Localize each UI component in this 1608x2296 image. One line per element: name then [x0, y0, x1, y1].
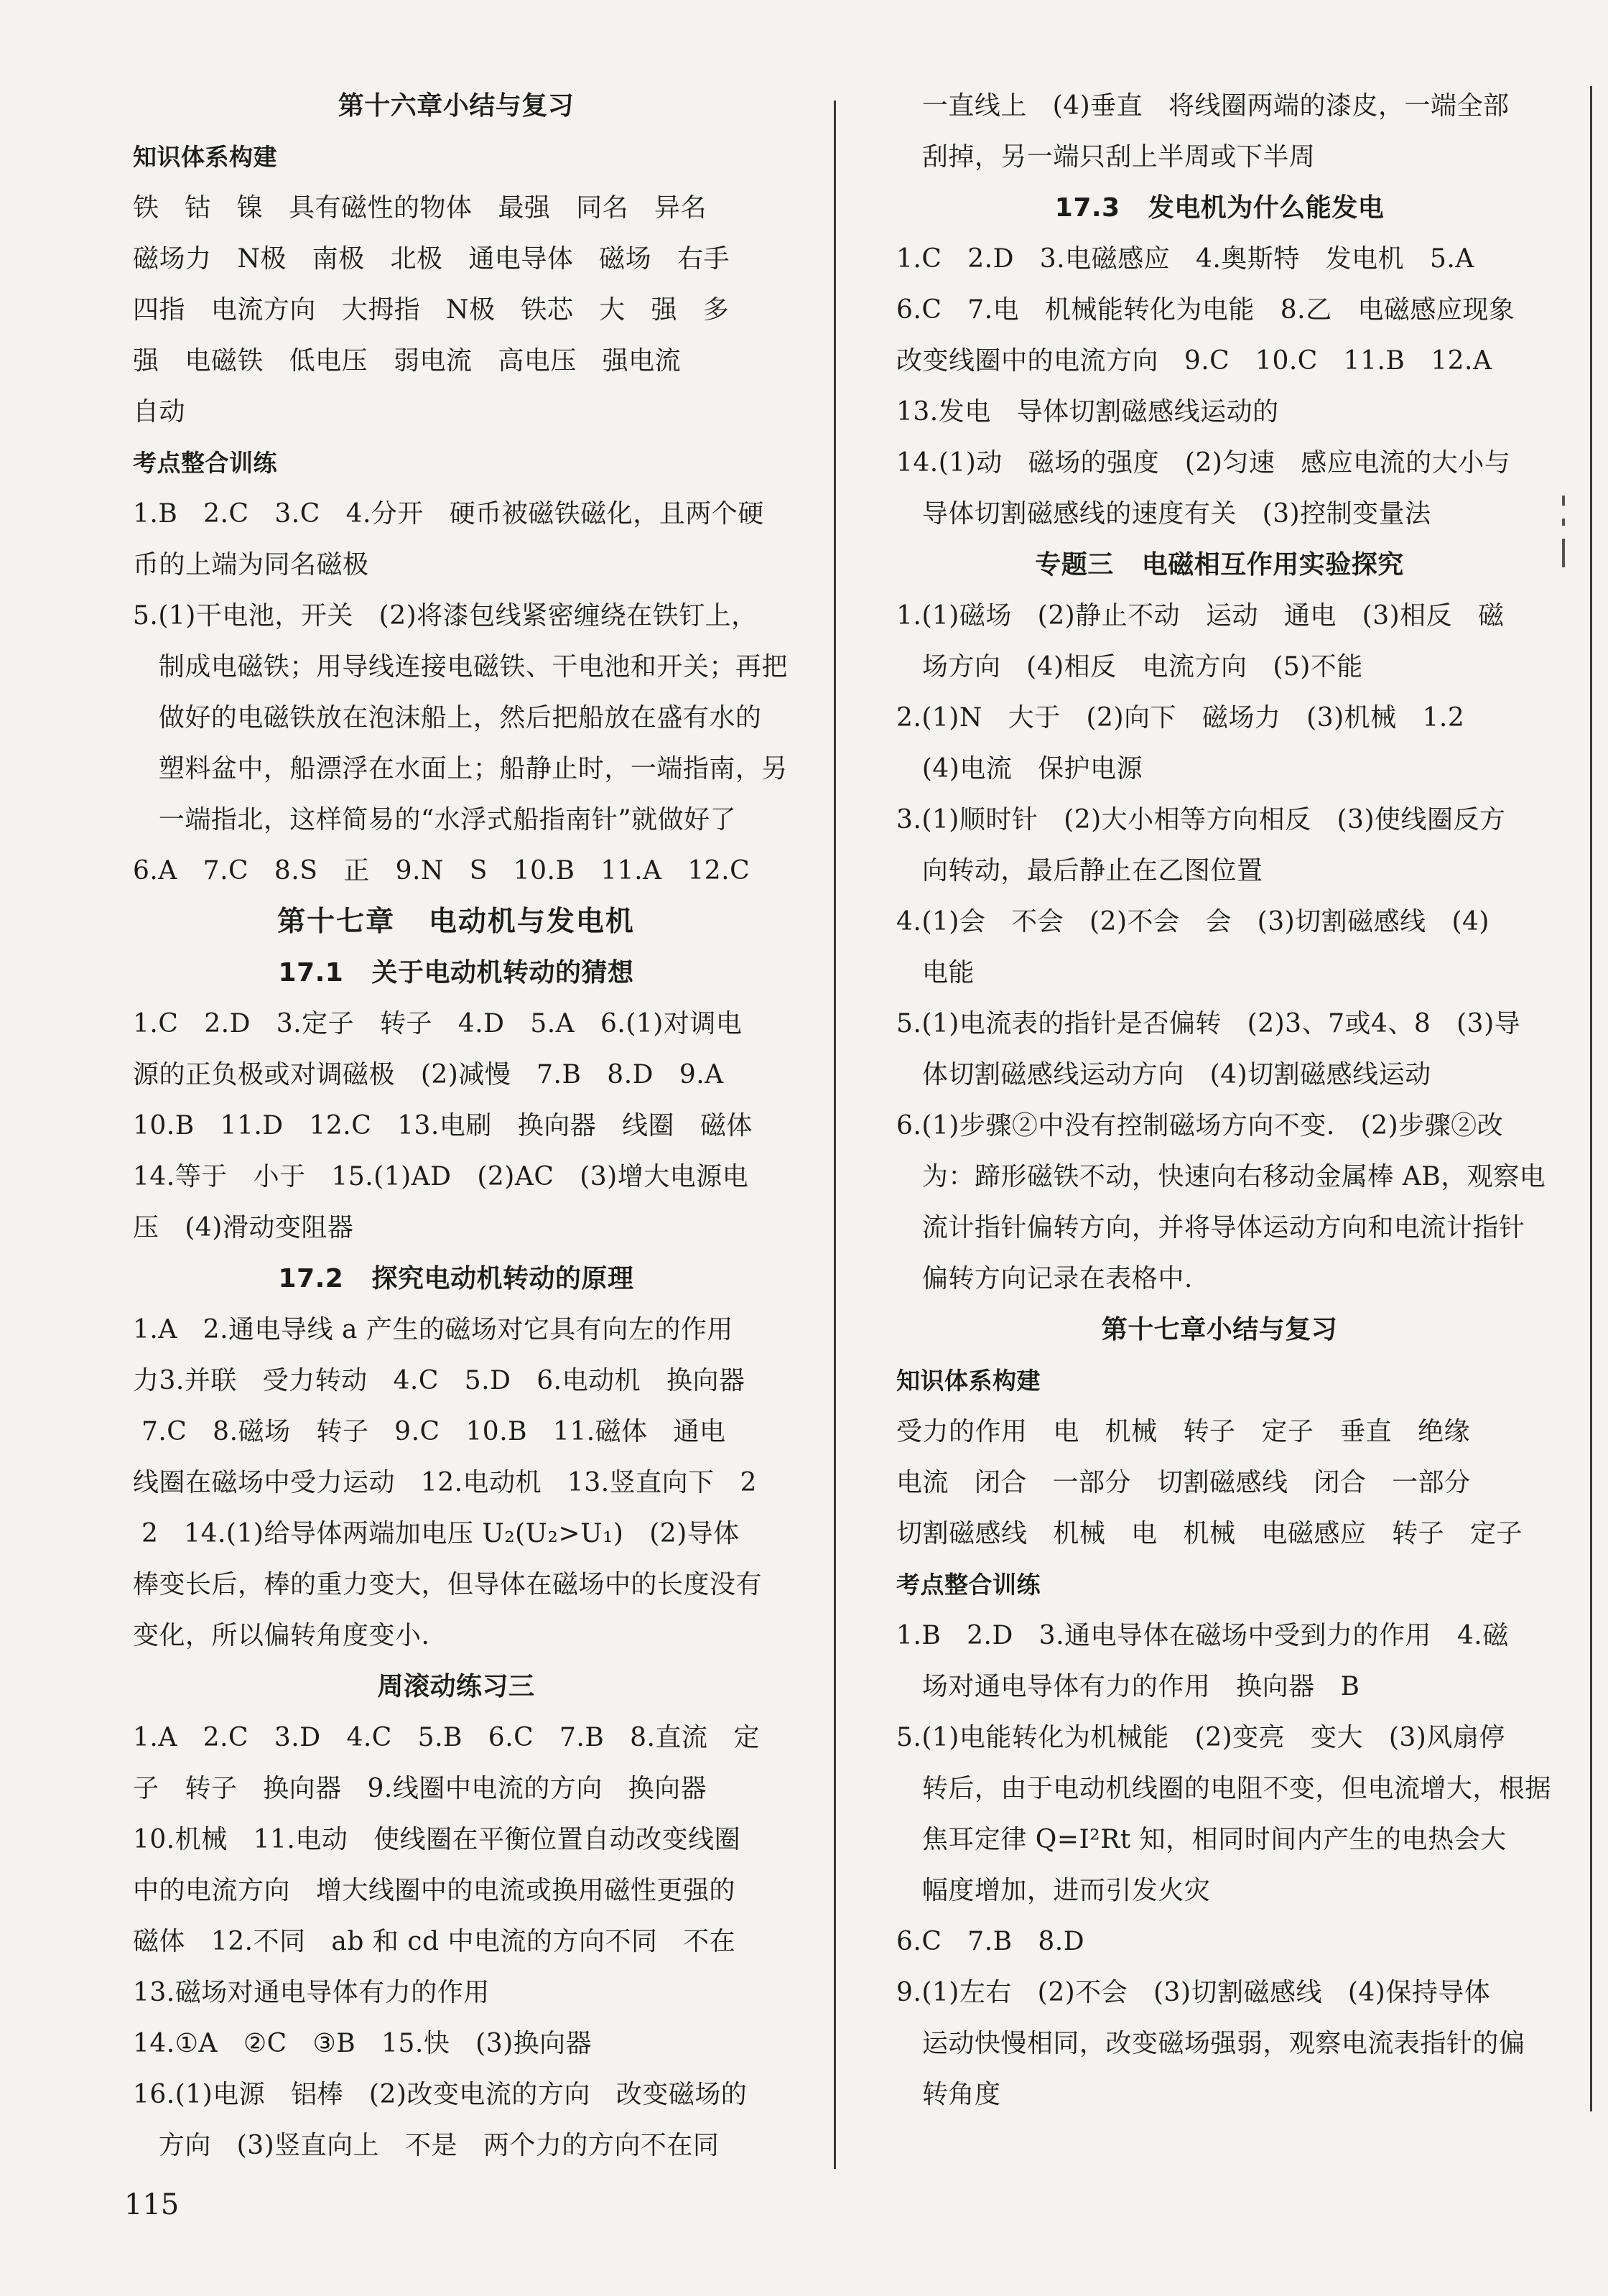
left-text-line: 1.A 2.C 3.D 4.C 5.B 6.C 7.B 8.直流 定: [133, 1723, 760, 1752]
left-text-line: 强 电磁铁 低电压 弱电流 高电压 强电流: [133, 346, 682, 376]
left-text-line: 中的电流方向 增大线圈中的电流或换用磁性更强的: [133, 1876, 735, 1905]
right-heading-line: 知识体系构建: [896, 1367, 1041, 1395]
left-text-line: 棒变长后，棒的重力变大，但导体在磁场中的长度没有: [133, 1570, 763, 1599]
left-text-line: 10.B 11.D 12.C 13.电刷 换向器 线圈 磁体: [133, 1111, 753, 1140]
right-text-line: 导体切割磁感线的速度有关 (3)控制变量法: [896, 499, 1431, 529]
left-text-line: 铁 钴 镍 具有磁性的物体 最强 同名 异名: [133, 193, 707, 223]
right-text-line: 5.(1)电能转化为机械能 (2)变亮 变大 (3)风扇停: [896, 1723, 1505, 1752]
left-text-line: 源的正负极或对调磁极 (2)减慢 7.B 8.D 9.A: [133, 1060, 724, 1089]
left-text-line: 1.C 2.D 3.定子 转子 4.D 5.A 6.(1)对调电: [133, 1009, 743, 1038]
left-text-line: 变化，所以偏转角度变小.: [133, 1621, 430, 1650]
right-text-line: 刮掉，另一端只刮上半周或下半周: [896, 142, 1316, 172]
left-text-line: 压 (4)滑动变阻器: [133, 1213, 354, 1242]
left-text-line: 14.等于 小于 15.(1)AD (2)AC (3)增大电源电: [133, 1162, 749, 1191]
left-text-line: 5.(1)干电池，开关 (2)将漆包线紧密缠绕在铁钉上，: [133, 601, 758, 631]
right-title-line: 专题三 电磁相互作用实验探究: [1035, 550, 1404, 580]
left-text-line: 7.C 8.磁场 转子 9.C 10.B 11.磁体 通电: [133, 1417, 726, 1446]
right-text-line: 9.(1)左右 (2)不会 (3)切割磁感线 (4)保持导体: [896, 1978, 1491, 2007]
right-text-line: 1.B 2.D 3.通电导体在磁场中受到力的作用 4.磁: [896, 1621, 1509, 1650]
page-number: 115: [124, 2188, 180, 2221]
left-column: [133, 80, 788, 2171]
right-text-line: 3.(1)顺时针 (2)大小相等方向相反 (3)使线圈反方: [896, 805, 1506, 835]
right-text-line: 14.(1)动 磁场的强度 (2)匀速 感应电流的大小与: [896, 448, 1511, 478]
left-heading-line: 知识体系构建: [133, 143, 277, 171]
left-heading-line: 考点整合训练: [133, 449, 277, 477]
left-text-line: 磁场力 N极 南极 北极 通电导体 磁场 右手: [133, 244, 730, 274]
right-text-line: 受力的作用 电 机械 转子 定子 垂直 绝缘: [896, 1417, 1470, 1446]
left-text-line: 13.磁场对通电导体有力的作用: [133, 1978, 490, 2007]
right-text-line: 为：蹄形磁铁不动，快速向右移动金属棒 AB，观察电: [896, 1162, 1546, 1191]
left-text-line: 币的上端为同名磁极: [133, 550, 369, 580]
right-text-line: 幅度增加，进而引发火灾: [896, 1876, 1211, 1905]
left-text-line: 磁体 12.不同 ab 和 cd 中电流的方向不同 不在: [133, 1927, 736, 1956]
left-text-line: 2 14.(1)给导体两端加电压 U₂(U₂>U₁) (2)导体: [133, 1519, 740, 1548]
column-divider: [834, 101, 836, 2169]
left-text-line: 1.A 2.通电导线 a 产生的磁场对它具有向左的作用: [133, 1315, 733, 1344]
right-text-line: 偏转方向记录在表格中.: [896, 1264, 1193, 1293]
right-text-line: 电能: [896, 958, 975, 987]
left-text-line: 1.B 2.C 3.C 4.分开 硬币被磁铁磁化，且两个硬: [133, 499, 764, 529]
left-chapter-line: 第十七章 电动机与发电机: [277, 906, 635, 938]
right-heading-line: 考点整合训练: [896, 1571, 1041, 1599]
right-text-line: 5.(1)电流表的指针是否偏转 (2)3、7或4、8 (3)导: [896, 1009, 1521, 1038]
left-text-line: 方向 (3)竖直向上 不是 两个力的方向不在同: [133, 2131, 720, 2160]
left-title-line: 17.2 探究电动机转动的原理: [278, 1264, 634, 1293]
left-text-line: 16.(1)电源 铝棒 (2)改变电流的方向 改变磁场的: [133, 2080, 748, 2109]
right-margin-rule: [1590, 86, 1592, 2111]
right-text-line: 6.(1)步骤②中没有控制磁场方向不变. (2)步骤②改: [896, 1111, 1504, 1140]
left-text-line: 塑料盆中，船漂浮在水面上；船静止时，一端指南，另: [133, 754, 788, 784]
right-title-line: 17.3 发电机为什么能发电: [1054, 193, 1385, 223]
left-text-line: 一端指北，这样简易的“水浮式船指南针”就做好了: [133, 805, 737, 835]
left-text-line: 自动: [133, 397, 186, 427]
right-text-line: 1.(1)磁场 (2)静止不动 运动 通电 (3)相反 磁: [896, 601, 1505, 631]
right-text-line: 运动快慢相同，改变磁场强弱，观察电流表指针的偏: [896, 2029, 1525, 2058]
right-text-line: 场对通电导体有力的作用 换向器 B: [896, 1672, 1360, 1701]
right-text-line: (4)电流 保护电源: [896, 754, 1143, 784]
left-text-line: 力3.并联 受力转动 4.C 5.D 6.电动机 换向器: [133, 1366, 745, 1395]
right-text-line: 6.C 7.电 机械能转化为电能 8.乙 电磁感应现象: [896, 295, 1515, 325]
left-title-line: 周滚动练习三: [377, 1672, 535, 1701]
right-text-line: 切割磁感线 机械 电 机械 电磁感应 转子 定子: [896, 1519, 1523, 1548]
right-text-line: 焦耳定律 Q=I²Rt 知，相同时间内产生的电热会大: [896, 1825, 1507, 1854]
left-text-line: 制成电磁铁；用导线连接电磁铁、干电池和开关；再把: [133, 652, 788, 682]
right-text-line: 流计指针偏转方向，并将导体运动方向和电流计指针: [896, 1213, 1525, 1242]
left-text-line: 子 转子 换向器 9.线圈中电流的方向 换向器: [133, 1774, 707, 1803]
left-text-line: 四指 电流方向 大拇指 N极 铁芯 大 强 多: [133, 295, 730, 325]
margin-marks: [1562, 496, 1565, 580]
left-text-line: 线圈在磁场中受力运动 12.电动机 13.竖直向下 2: [133, 1468, 757, 1497]
left-text-line: 14.①A ②C ③B 15.快 (3)换向器: [133, 2029, 592, 2058]
right-text-line: 体切割磁感线运动方向 (4)切割磁感线运动: [896, 1060, 1431, 1089]
right-text-line: 1.C 2.D 3.电磁感应 4.奥斯特 发电机 5.A: [896, 244, 1474, 274]
right-text-line: 改变线圈中的电流方向 9.C 10.C 11.B 12.A: [896, 346, 1492, 376]
right-title-line: 第十七章小结与复习: [1101, 1315, 1338, 1344]
right-text-line: 向转动，最后静止在乙图位置: [896, 856, 1263, 886]
left-title-line: 第十六章小结与复习: [338, 91, 575, 121]
left-text-line: 10.机械 11.电动 使线圈在平衡位置自动改变线圈: [133, 1825, 741, 1854]
right-text-line: 一直线上 (4)垂直 将线圈两端的漆皮，一端全部: [896, 91, 1510, 121]
right-text-line: 4.(1)会 不会 (2)不会 会 (3)切割磁感线 (4): [896, 907, 1490, 936]
right-column: [896, 80, 1551, 2120]
right-text-line: 转后，由于电动机线圈的电阻不变，但电流增大，根据: [896, 1774, 1551, 1803]
left-title-line: 17.1 关于电动机转动的猜想: [278, 958, 634, 987]
left-text-line: 做好的电磁铁放在泡沫船上，然后把船放在盛有水的: [133, 703, 762, 733]
right-text-line: 场方向 (4)相反 电流方向 (5)不能: [896, 652, 1363, 682]
right-text-line: 转角度: [896, 2080, 1001, 2109]
left-text-line: 6.A 7.C 8.S 正 9.N S 10.B 11.A 12.C: [133, 856, 750, 886]
right-text-line: 6.C 7.B 8.D: [896, 1927, 1085, 1956]
right-text-line: 13.发电 导体切割磁感线运动的: [896, 397, 1279, 427]
right-text-line: 2.(1)N 大于 (2)向下 磁场力 (3)机械 1.2: [896, 703, 1465, 733]
right-text-line: 电流 闭合 一部分 切割磁感线 闭合 一部分: [896, 1468, 1471, 1497]
